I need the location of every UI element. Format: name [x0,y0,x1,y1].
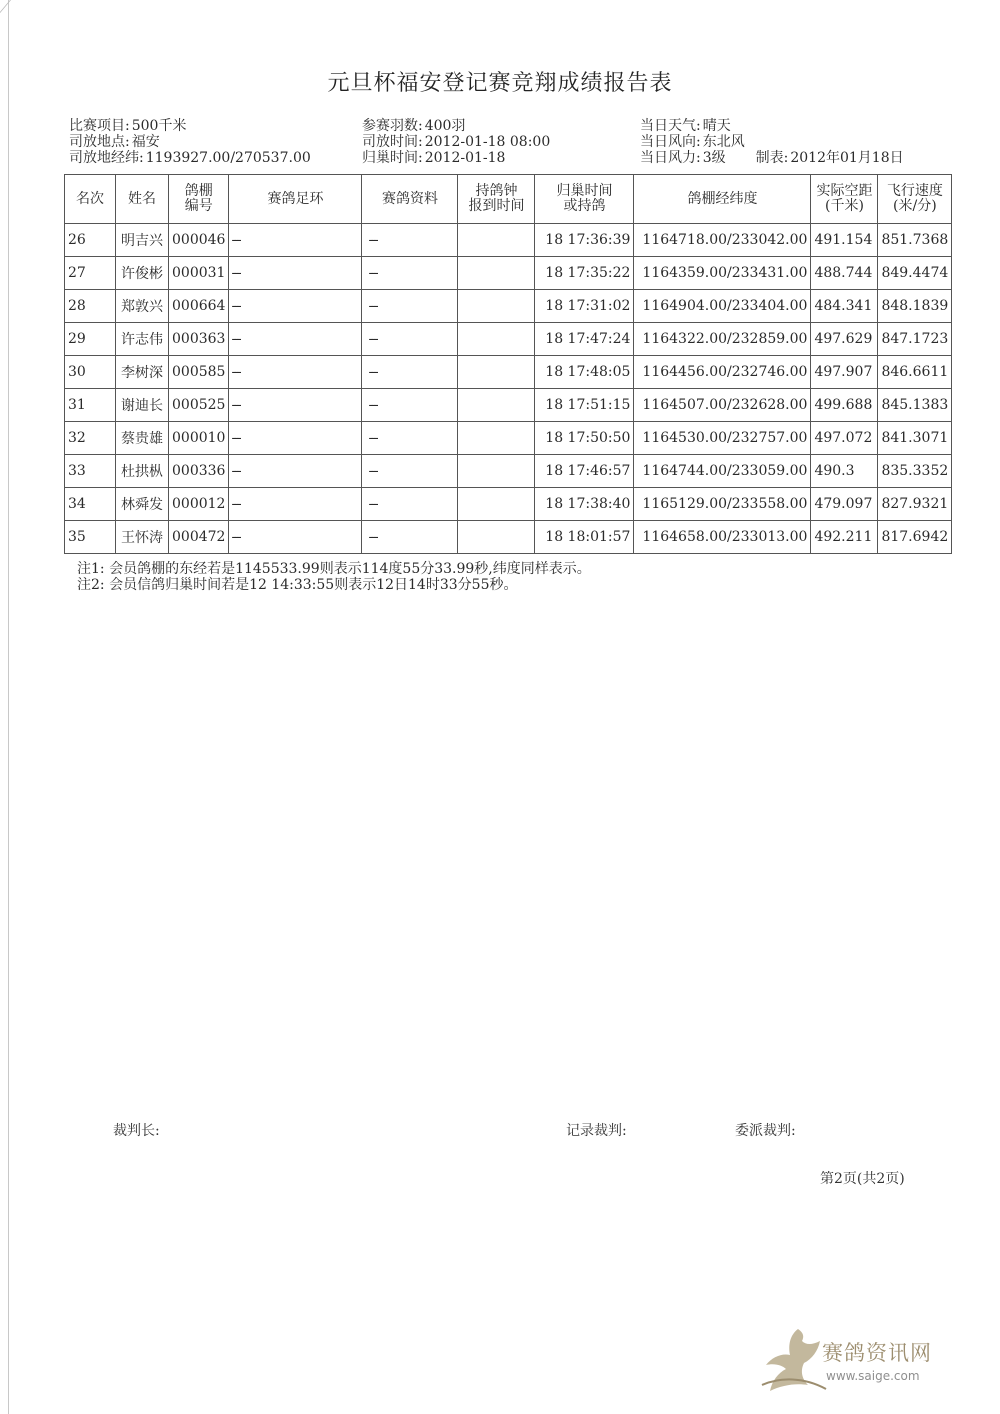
header-clock-line2: 报到时间 [468,198,525,214]
cell-return-time: 18 17:51:15 [535,389,634,422]
header-return-time [535,175,634,224]
cell-return-time: 18 17:35:22 [535,257,634,290]
cell-coords: 1164718.00/233042.00 [634,224,811,257]
meta-label: 当日风力: [640,150,701,166]
cell-distance: 490.3 [811,455,878,488]
cell-info: --- [362,356,458,389]
cell-info: --- [362,323,458,356]
cell-return-time: 18 17:31:02 [535,290,634,323]
scan-edge-line [8,0,9,1414]
cell-rank: 26 [65,224,116,257]
watermark-url: www.saige.com [826,1369,920,1383]
cell-loft-id: 000525 [169,389,229,422]
cell-loft-id: 000472 [169,521,229,554]
cell-name: 林舜发 [116,488,169,521]
meta-entries [362,118,550,134]
cell-rank: 32 [65,422,116,455]
cell-ring: --- [229,488,362,521]
table-row [65,422,952,455]
cell-loft-id: 000031 [169,257,229,290]
meta-value: 400羽 [424,118,466,134]
cell-speed: 835.3352 [878,455,952,488]
report-title: 元旦杯福安登记赛竞翔成绩报告表 [327,71,673,96]
cell-coords: 1164744.00/233059.00 [634,455,811,488]
cell-speed: 827.9321 [878,488,952,521]
cell-name: 李树深 [116,356,169,389]
cell-speed: 847.1723 [878,323,952,356]
cell-return-time: 18 18:01:57 [535,521,634,554]
cell-coords: 1164322.00/232859.00 [634,323,811,356]
cell-clock [458,422,535,455]
cell-loft-id: 000012 [169,488,229,521]
made-date-value: 2012年01月18日 [790,150,904,166]
cell-return-time: 18 17:50:50 [535,422,634,455]
cell-info: --- [362,455,458,488]
cell-return-time: 18 17:36:39 [535,224,634,257]
cell-speed: 841.3071 [878,422,952,455]
cell-loft-id: 000664 [169,290,229,323]
meta-wind-direction [640,134,904,150]
meta-label: 司放时间: [362,134,423,150]
cell-loft-id: 000336 [169,455,229,488]
meta-label: 司放地经纬: [69,150,144,166]
cell-distance: 497.907 [811,356,878,389]
header-loft-id [169,175,229,224]
meta-weather [640,118,904,134]
meta-label: 当日风向: [640,134,701,150]
cell-info: --- [362,224,458,257]
cell-name: 谢迪长 [116,389,169,422]
cell-return-time: 18 17:38:40 [535,488,634,521]
header-clock-line1: 持鸽钟 [475,183,518,199]
cell-info: --- [362,389,458,422]
cell-rank: 33 [65,455,116,488]
cell-speed: 817.6942 [878,521,952,554]
cell-speed: 848.1839 [878,290,952,323]
meta-value: 2012-01-18 [424,150,506,166]
cell-ring: --- [229,224,362,257]
header-info: 赛鸽资料 [362,175,458,224]
watermark-name: 赛鸽资讯网 [822,1341,932,1365]
meta-value: 晴天 [702,118,731,134]
meta-mid-block [362,118,550,166]
cell-rank: 30 [65,356,116,389]
meta-value: 1193927.00/270537.00 [145,150,311,166]
notes-block [77,561,591,593]
signature-record-judge: 记录裁判: [566,1123,627,1139]
cell-ring: --- [229,422,362,455]
made-date-label: 制表: [755,150,789,166]
header-ring: 赛鸽足环 [229,175,362,224]
cell-return-time: 18 17:47:24 [535,323,634,356]
cell-distance: 497.629 [811,323,878,356]
cell-info: --- [362,290,458,323]
meta-race-item [69,118,311,134]
cell-loft-id: 000363 [169,323,229,356]
cell-clock [458,455,535,488]
meta-value: 福安 [131,134,160,150]
cell-name: 郑敦兴 [116,290,169,323]
header-time-line1: 归巢时间 [556,183,613,199]
cell-clock [458,257,535,290]
cell-info: --- [362,488,458,521]
cell-rank: 34 [65,488,116,521]
meta-release-coords [69,150,311,166]
table-header-row [65,175,952,224]
cell-clock [458,389,535,422]
table-row [65,389,952,422]
cell-info: --- [362,521,458,554]
cell-rank: 35 [65,521,116,554]
meta-release-site [69,134,311,150]
cell-name: 杜拱枞 [116,455,169,488]
cell-distance: 497.072 [811,422,878,455]
cell-ring: --- [229,521,362,554]
cell-info: --- [362,422,458,455]
cell-ring: --- [229,389,362,422]
cell-rank: 29 [65,323,116,356]
header-name: 姓名 [116,175,169,224]
meta-value: 东北风 [702,134,745,150]
cell-ring: --- [229,323,362,356]
cell-return-time: 18 17:46:57 [535,455,634,488]
cell-distance: 479.097 [811,488,878,521]
header-loft-id-line1: 鸽棚 [184,183,213,199]
table-row [65,224,952,257]
cell-distance: 492.211 [811,521,878,554]
table-row [65,488,952,521]
cell-coords: 1165129.00/233558.00 [634,488,811,521]
cell-speed: 849.4474 [878,257,952,290]
table-row [65,323,952,356]
cell-coords: 1164658.00/233013.00 [634,521,811,554]
header-loft-id-line2: 编号 [184,198,213,214]
cell-ring: --- [229,455,362,488]
cell-ring: --- [229,257,362,290]
cell-rank: 28 [65,290,116,323]
cell-speed: 851.7368 [878,224,952,257]
note-1: 注1: 会员鸽棚的东经若是1145533.99则表示114度55分33.99秒,纬度同样表示。 [77,561,591,577]
results-table [64,174,952,554]
cell-name: 许志伟 [116,323,169,356]
pigeon-logo-icon [760,1325,830,1400]
table-row [65,521,952,554]
header-distance [811,175,878,224]
header-time-line2: 或持鸽 [563,198,606,214]
cell-distance: 491.154 [811,224,878,257]
cell-name: 明吉兴 [116,224,169,257]
meta-value: 3级 [702,150,726,166]
signature-chief-judge: 裁判长: [113,1123,160,1139]
cell-return-time: 18 17:48:05 [535,356,634,389]
table-row [65,257,952,290]
header-clock [458,175,535,224]
note-2: 注2: 会员信鸽归巢时间若是12 14:33:55则表示12日14时33分55秒。 [77,577,518,593]
meta-value: 2012-01-18 08:00 [424,134,551,150]
cell-ring: --- [229,356,362,389]
header-coords: 鸽棚经纬度 [634,175,811,224]
cell-speed: 845.1383 [878,389,952,422]
meta-release-time [362,134,550,150]
watermark-logo [760,1325,960,1400]
cell-ring: --- [229,290,362,323]
cell-rank: 31 [65,389,116,422]
cell-distance: 484.341 [811,290,878,323]
meta-left-block [69,118,311,166]
cell-info: --- [362,257,458,290]
cell-name: 蔡贵雄 [116,422,169,455]
table-row [65,356,952,389]
cell-clock [458,356,535,389]
cell-clock [458,323,535,356]
cell-coords: 1164456.00/232746.00 [634,356,811,389]
header-dist-line2: (千米) [824,198,864,214]
cell-clock [458,521,535,554]
table-row [65,290,952,323]
cell-coords: 1164530.00/232757.00 [634,422,811,455]
cell-clock [458,224,535,257]
cell-loft-id: 000585 [169,356,229,389]
meta-label: 归巢时间: [362,150,423,166]
header-speed-line2: (米/分) [893,198,937,214]
cell-name: 王怀涛 [116,521,169,554]
header-speed-line1: 飞行速度 [886,183,943,199]
header-speed [878,175,952,224]
header-dist-line1: 实际空距 [816,183,873,199]
cell-rank: 27 [65,257,116,290]
cell-clock [458,290,535,323]
meta-label: 参赛羽数: [362,118,423,134]
page-number: 第2页(共2页) [820,1171,905,1187]
scan-corner-fold [0,0,33,18]
meta-wind-force [640,150,904,166]
meta-label: 当日天气: [640,118,701,134]
meta-value: 500千米 [131,118,187,134]
cell-coords: 1164507.00/232628.00 [634,389,811,422]
meta-label: 司放地点: [69,134,130,150]
meta-return-time [362,150,550,166]
cell-speed: 846.6611 [878,356,952,389]
cell-loft-id: 000010 [169,422,229,455]
cell-coords: 1164359.00/233431.00 [634,257,811,290]
cell-distance: 488.744 [811,257,878,290]
cell-name: 许俊彬 [116,257,169,290]
table-row [65,455,952,488]
cell-clock [458,488,535,521]
header-rank: 名次 [65,175,116,224]
cell-coords: 1164904.00/233404.00 [634,290,811,323]
cell-distance: 499.688 [811,389,878,422]
signature-assigned-judge: 委派裁判: [735,1123,796,1139]
meta-label: 比赛项目: [69,118,130,134]
cell-loft-id: 000046 [169,224,229,257]
meta-right-block [640,118,904,166]
